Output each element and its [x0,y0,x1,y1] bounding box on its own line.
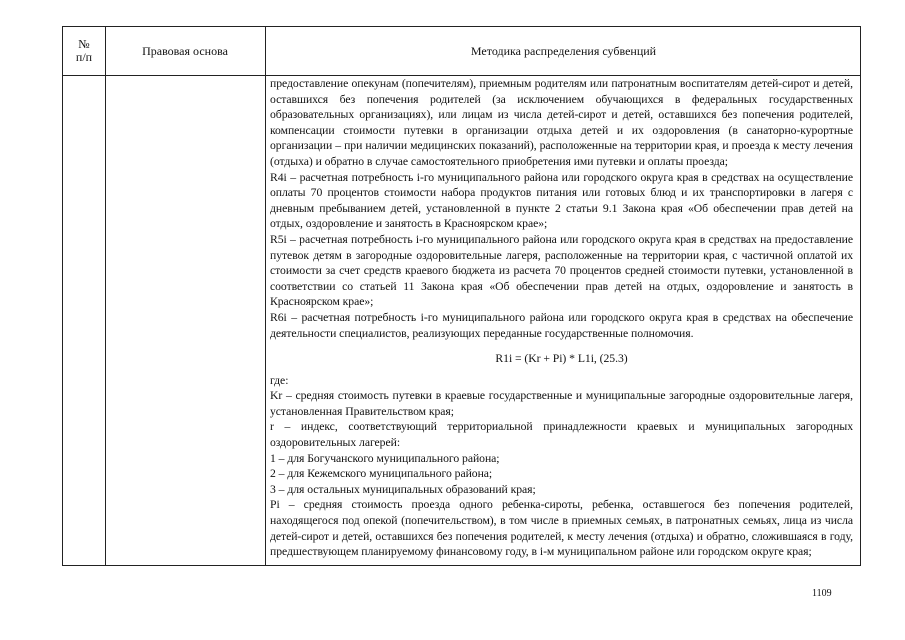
definition: Kr – средняя стоимость путевки в краевые государственные и муниципальные загородные оздоровительные лагеря, установленная Правительством края; [270,389,853,418]
paragraph: R5i – расчетная потребность i-го муниципального района или городского округа края в средствах на предоставление путевок детям в загородные оздоровительные лагеря, расположенные на территории края, с частичной оплатой их стоимости за счет средств краевого бюджета из расчета 70 процентов средней стоимости путевки, установленной в соответствии со статьей 11 Закона края «Об обеспечении прав детей на отдых, оздоровление и занятость в Красноярском крае»; [270,232,853,309]
definition: 3 – для остальных муниципальных образований края; [270,482,536,496]
where-label: где: [270,373,289,387]
definition: 1 – для Богучанского муниципального района; [270,451,500,465]
paragraph: R6i – расчетная потребность i-го муниципального района или городского округа края в средствах на обеспечение деятельности специалистов, реализующих переданные государственные полномочия. [270,310,853,340]
column-divider [105,27,106,565]
definition: 2 – для Кежемского муниципального района; [270,467,493,481]
paragraph: предоставление опекунам (попечителям), приемным родителям или патронатным воспитателям детей-сирот и детей, оставшихся без попечения родителей (за исключением обучающихся в федеральных государственных образовательных организациях), или лицам из числа детей-сирот и детей, оставшихся без попечения родителей, компенсации стоимости путевки в организации отдыха детей и их оздоровления (в санаторно-курортные организации – при наличии медицинских показаний), расположенные на территории края, и проезда к месту лечения (отдыха) и обратно в случае самостоятельного приобретения ими путевки и оплаты проезда; [270,77,853,168]
page-number: 1109 [812,588,832,599]
column-divider [265,27,266,565]
methodology-text [270,76,853,560]
definition: r – индекс, соответствующий территориальной принадлежности краевых и муниципальных загородных оздоровительных лагерей: [270,420,853,450]
header-legal-basis: Правовая основа [142,43,228,58]
paragraph: R4i – расчетная потребность i-го муниципального района или городского округа края в средствах на осуществление оплаты 70 процентов стоимости набора продуктов питания или готовых блюд и их транспортировки в лагеря с дневным пребыванием детей, установленной в пункте 2 статьи 9.1 Закона края «Об обеспечении прав детей на отдых, оздоровление и занятость в Красноярском крае»; [270,170,853,231]
header-methodology: Методика распределения субвенций [470,43,657,58]
formula: R1i = (Kr + Pi) * L1i, (25.3) [495,352,628,366]
definition: Pi – средняя стоимость проезда одного ребенка-сироты, ребенка, оставшегося без попечения родителей, находящегося под опекой (попечительством), в том числе в приемных семьях, в патронатных семьях, лица из числа детей-сирот и детей, оставшихся без попечения родителей, к месту лечения (отдыха) и обратно, сложившаяся в году, предшествующем планируемому финансовому году, в i-м муниципальном районе или городском округе края; [270,498,853,559]
header-num: № п/п [75,37,93,64]
